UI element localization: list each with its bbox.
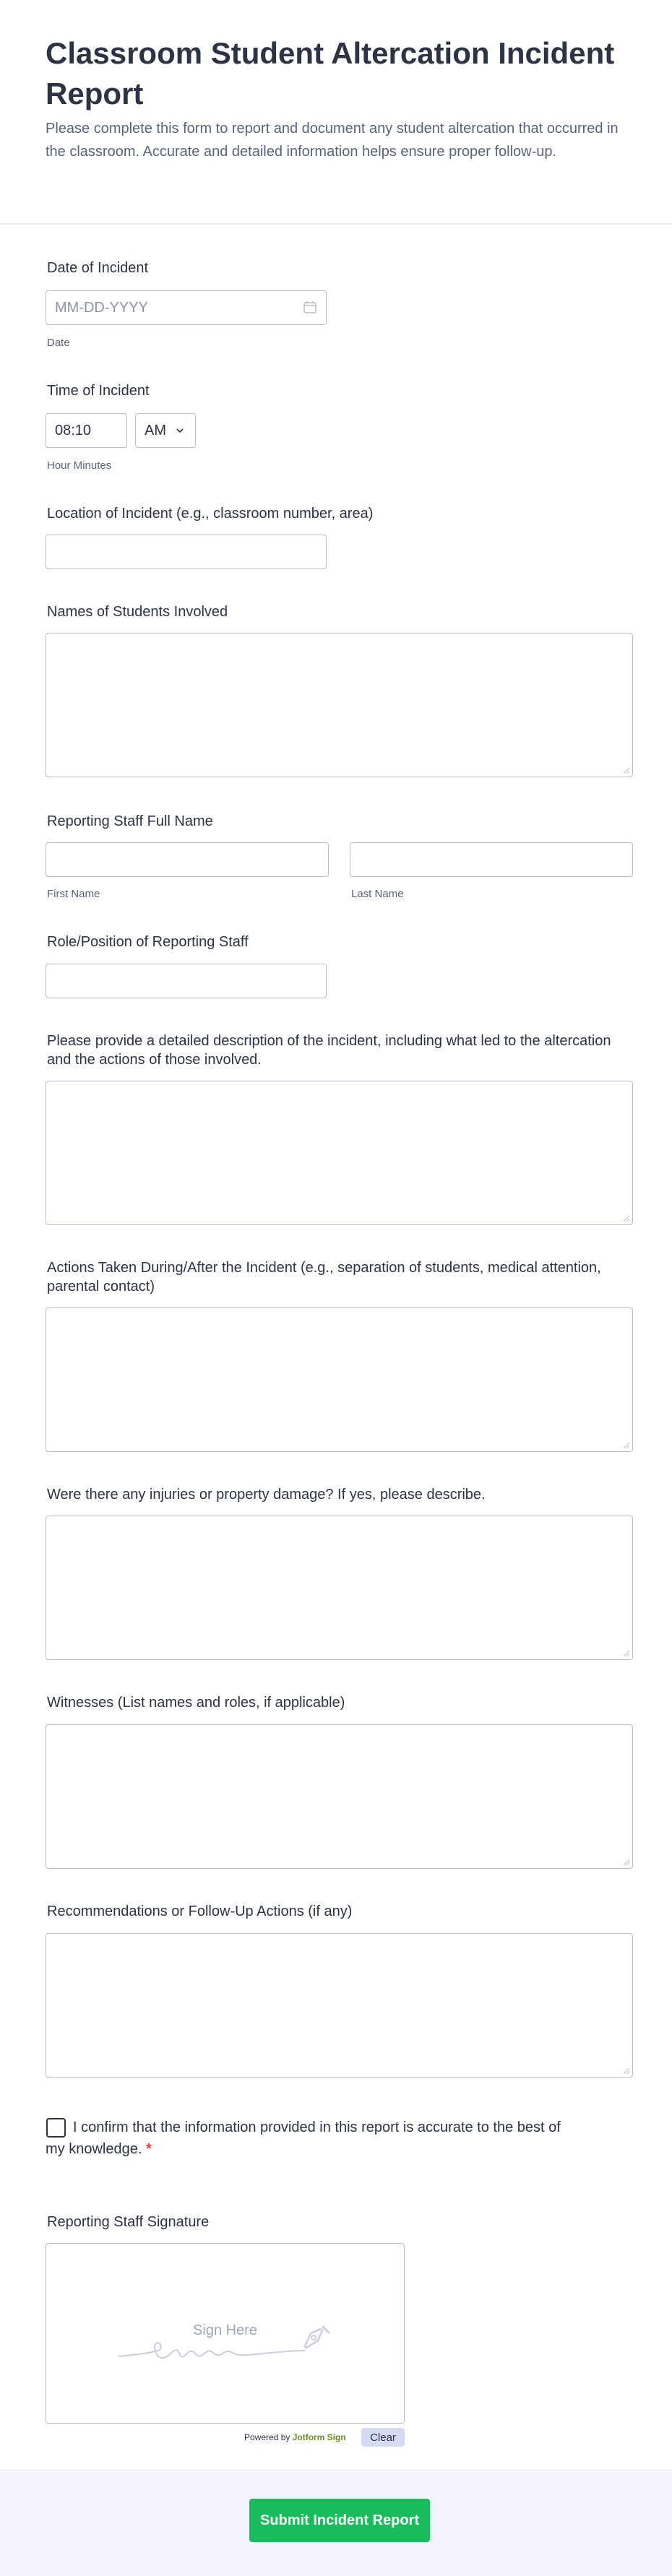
- students-involved-textarea[interactable]: [46, 633, 633, 777]
- date-input[interactable]: [46, 290, 327, 325]
- role-position-label: Role/Position of Reporting Staff: [47, 934, 249, 950]
- form-description: Please complete this form to report and document any student altercation that occurred in the classroom. Accurate and detailed information helps ensure proper follow-up.: [46, 121, 619, 160]
- sign-here-placeholder: Sign Here: [193, 2322, 257, 2338]
- signature-pad[interactable]: [46, 2243, 405, 2424]
- confirm-text: [46, 2117, 566, 2160]
- resize-grip-icon[interactable]: [623, 767, 630, 774]
- actions-taken-label: Actions Taken During/After the Incident (e.g., separation of students, medical attention, parental contact): [47, 1260, 601, 1295]
- submit-button[interactable]: Submit Incident Report: [249, 2499, 430, 2542]
- witnesses-label: Witnesses (List names and roles, if applicable): [47, 1695, 345, 1711]
- actions-taken-textarea[interactable]: [46, 1308, 633, 1452]
- recommendations-textarea[interactable]: [46, 1933, 633, 2078]
- calendar-icon[interactable]: [303, 300, 317, 314]
- date-placeholder: MM-DD-YYYY: [55, 299, 148, 316]
- resize-grip-icon[interactable]: [623, 1859, 630, 1866]
- jotform-sign-brand: Jotform Sign: [292, 2432, 346, 2442]
- recommendations-label: Recommendations or Follow-Up Actions (if any): [47, 1903, 353, 1919]
- form-header: [0, 0, 672, 224]
- witnesses-textarea[interactable]: [46, 1724, 633, 1869]
- description-label: Please provide a detailed description of the incident, including what led to the altercation and the actions of those involved.: [47, 1033, 611, 1068]
- form-title: Classroom Student Altercation Incident Report: [46, 36, 615, 111]
- ampm-value: AM: [145, 422, 166, 438]
- confirm-label: I confirm that the information provided in this report is accurate to the best of my knowledge.: [46, 2119, 561, 2157]
- description-textarea[interactable]: [46, 1081, 633, 1225]
- time-sublabel: Hour Minutes: [47, 459, 112, 472]
- resize-grip-icon[interactable]: [623, 1650, 630, 1657]
- time-of-incident-label: Time of Incident: [47, 383, 150, 399]
- first-name-input[interactable]: [46, 842, 329, 877]
- first-name-sublabel: First Name: [47, 888, 100, 900]
- powered-by-label: [244, 2432, 346, 2442]
- staff-name-label: Reporting Staff Full Name: [47, 813, 213, 829]
- date-of-incident-label: Date of Incident: [47, 260, 149, 276]
- last-name-sublabel: Last Name: [351, 888, 404, 900]
- injuries-label: Were there any injuries or property damage? If yes, please describe.: [47, 1487, 486, 1503]
- last-name-input[interactable]: [350, 842, 633, 877]
- role-position-input[interactable]: [46, 964, 327, 998]
- students-involved-label: Names of Students Involved: [47, 604, 228, 620]
- resize-grip-icon[interactable]: [623, 1442, 630, 1449]
- injuries-textarea[interactable]: [46, 1516, 633, 1660]
- location-label: Location of Incident (e.g., classroom number, area): [47, 506, 374, 522]
- chevron-down-icon: [175, 425, 185, 436]
- date-sublabel: Date: [47, 337, 70, 349]
- resize-grip-icon[interactable]: [623, 2067, 630, 2075]
- location-input[interactable]: [46, 535, 327, 569]
- signature-label: Reporting Staff Signature: [47, 2214, 210, 2230]
- ampm-select[interactable]: [135, 413, 196, 448]
- resize-grip-icon[interactable]: [623, 1215, 630, 1222]
- clear-signature-button[interactable]: Clear: [361, 2428, 405, 2447]
- time-hour-minute-input[interactable]: [46, 413, 127, 448]
- time-value: 08:10: [55, 422, 92, 438]
- required-mark: *: [145, 2141, 152, 2157]
- powered-by-text: Powered by: [244, 2432, 290, 2442]
